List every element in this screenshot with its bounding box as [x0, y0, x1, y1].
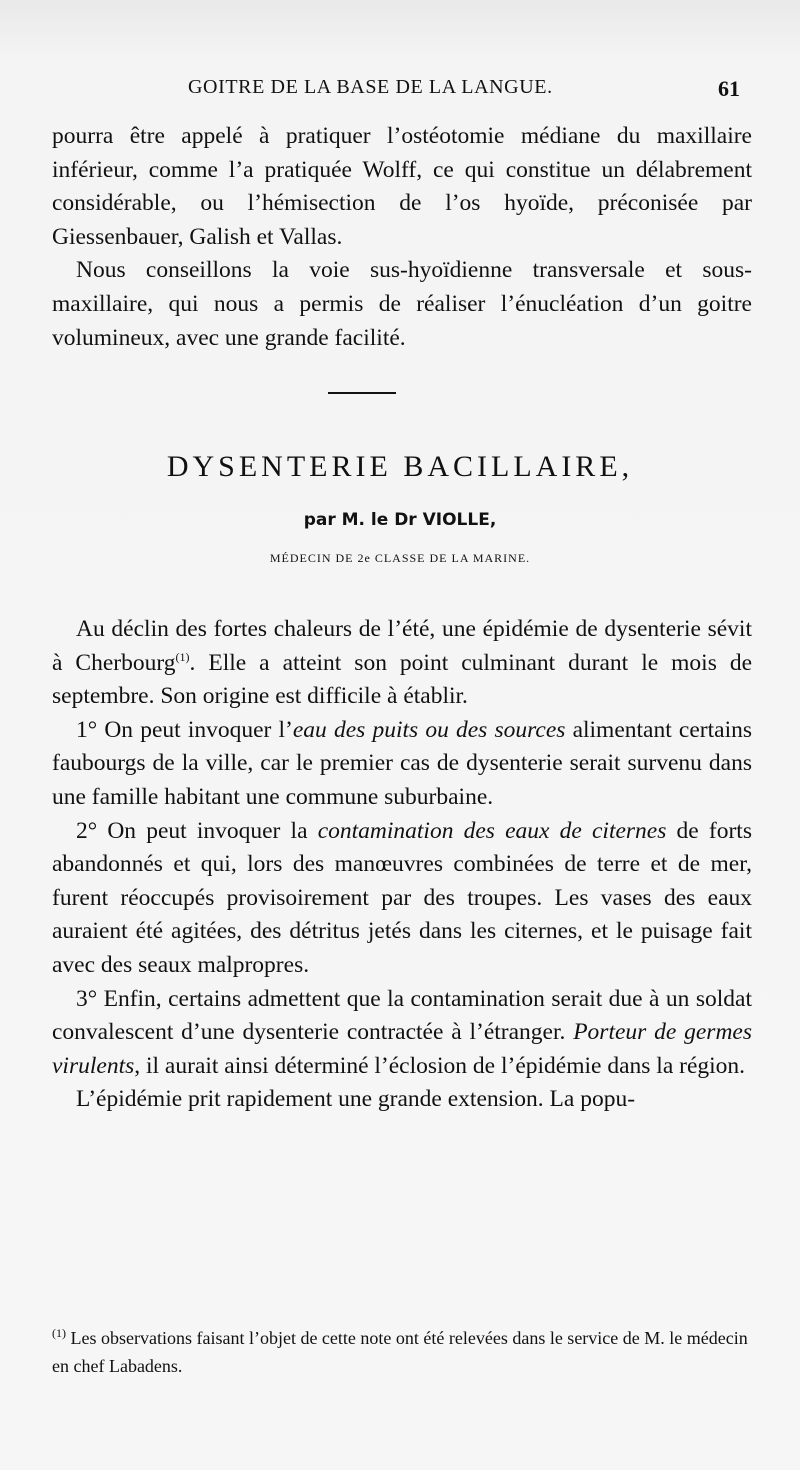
article-title: DYSENTERIE BACILLAIRE, — [166, 450, 634, 483]
paragraph-text: . Elle a atteint son point culminant durant le mois de septembre. Son origine est difficile à établir. — [52, 649, 752, 710]
article-paragraph — [52, 613, 752, 714]
italic-phrase: eau des puits ou des sources — [292, 716, 566, 743]
paragraph-text: alimentant certains faubourgs de la ville, car le premier cas de dysenterie serait survenu dans une famille habitant une commune suburbaine. — [52, 716, 752, 810]
running-title: GOITRE DE LA BASE DE LA LANGUE. — [188, 76, 553, 98]
list-number: 2° — [76, 817, 98, 844]
paragraph-text: , il aurait ainsi déterminé l’éclosion de l’épidémie dans la région. — [134, 1052, 746, 1079]
list-number: 1° — [76, 716, 98, 743]
article-paragraph — [52, 714, 752, 815]
footnote-reference: (1) — [175, 649, 190, 664]
paragraph-text: de forts abandonnés et qui, lors des manœuvres combinées de terre et de mer, furent réoccupés provisoirement par des troupes. Les vases des eaux auraient été agitées, des détritus jetés dans les citernes, et le puisage fait avec des seaux malpropres. — [52, 817, 752, 978]
intro-section — [52, 120, 752, 355]
article-body — [52, 613, 752, 1117]
paragraph-text: On peut invoquer la — [97, 817, 318, 844]
footnote-text: Les observations faisant l’objet de cette note ont été relevées dans le service de M. le médecin en chef Labadens. — [52, 1328, 748, 1376]
italic-phrase: contamination des eaux de citernes — [317, 817, 667, 844]
intro-paragraph: Nous conseillons la voie sus-hyoïdienne transversale et sous-maxillaire, qui nous a permis de réaliser l’énucléation d’un goitre volumineux, avec une grande facilité. — [52, 257, 752, 351]
paragraph-text: Enfin, certains admettent que la contamination serait due à un soldat convalescent d’une dysenterie contractée à l’étranger. — [52, 985, 752, 1046]
article-paragraph: L’épidémie prit rapidement une grande extension. La popu- — [76, 1086, 636, 1113]
footnote — [52, 1324, 756, 1380]
author-affiliation: MÉDECIN DE 2e CLASSE DE LA MARINE. — [269, 551, 531, 565]
list-number: 3° — [76, 985, 98, 1012]
section-divider — [328, 392, 396, 394]
page-number: 61 — [718, 76, 740, 101]
footnote-marker: (1) — [52, 1326, 66, 1340]
article-byline: par M. le Dr VIOLLE, — [303, 510, 497, 530]
italic-phrase: Porteur de germes virulents — [52, 1019, 752, 1079]
article-paragraph — [52, 983, 752, 1084]
paragraph-text: On peut invoquer l’ — [97, 716, 293, 743]
paragraph-text: Au déclin des fortes chaleurs de l’été, une épidémie de dysenterie sévit à Cherbourg — [52, 616, 752, 676]
page-header — [0, 76, 800, 106]
article-paragraph — [52, 815, 752, 983]
intro-paragraph: pourra être appelé à pratiquer l’ostéotomie médiane du maxillaire inférieur, comme l’a pratiquée Wolff, ce qui constitue un délabrement considérable, ou l’hémisection de l’os hyoïde, préconisée par Giessenbauer, Galish et Vallas. — [52, 123, 752, 250]
